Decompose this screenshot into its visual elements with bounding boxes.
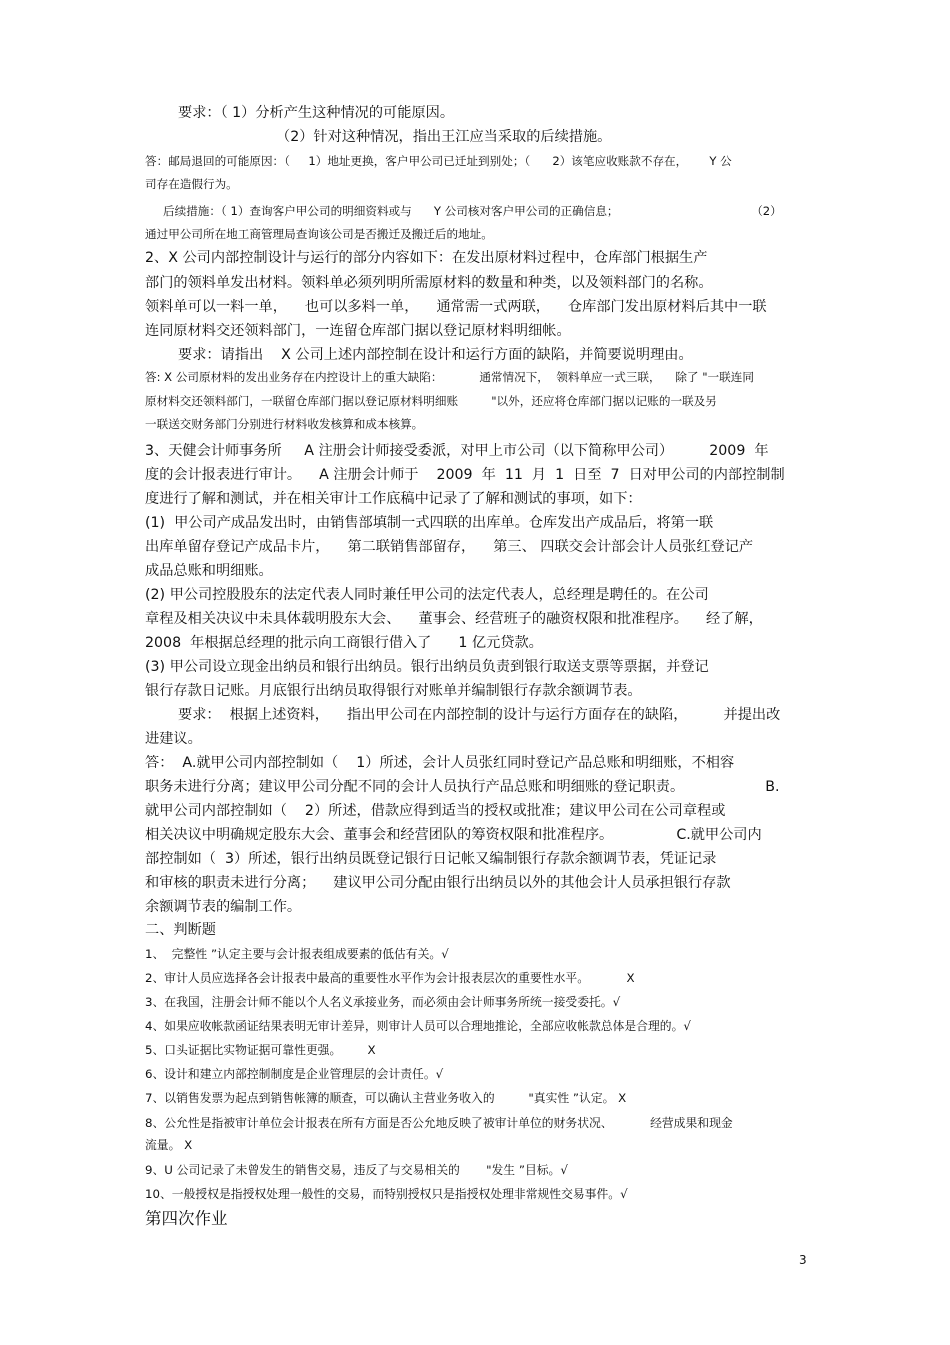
- requirement-line-2: （2）针对这种情况，指出王江应当采取的后续措施。: [276, 129, 612, 145]
- requirement-line: 要求：请指出 X 公司上述内部控制在设计和运行方面的缺陷，并简要说明理由。: [178, 347, 693, 363]
- answer-line: 就甲公司内部控制如（ 2）所述，借款应得到适当的授权或批准；建议甲公司在公司章程或: [145, 803, 726, 819]
- answer-line: 相关决议中明确规定股东大会、董事会和经营团队的筹资权限和批准程序。 C.就甲公司内: [145, 827, 762, 843]
- answer-line: 后续措施：（ 1）查询客户甲公司的明细资料或与 Y 公司核对客户甲公司的正确信息； （2）: [163, 204, 782, 218]
- question-3-line: 3、天健会计师事务所 A 注册会计师接受委派，对甲上市公司（以下简称甲公司） 2009 年: [145, 443, 769, 459]
- judgement-item: 6、设计和建立内部控制制度是企业管理层的会计责任。√: [145, 1067, 444, 1081]
- page-number: 3: [799, 1253, 807, 1267]
- question-2-line: 连同原材料交还领料部门，一连留仓库部门据以登记原材料明细帐。: [145, 323, 571, 339]
- question-2-line: 部门的领料单发出材料。领料单必须列明所需原材料的数量和种类，以及领料部门的名称。: [145, 275, 713, 291]
- answer-line: 原材料交还领料部门，一联留仓库部门据以登记原材料明细账 "以外，还应将仓库部门据以记账的一联及另: [145, 394, 717, 408]
- answer-line: 通过甲公司所在地工商管理局查询该公司是否搬迁及搬迁后的地址。: [145, 227, 493, 241]
- question-3-line: (1) 甲公司产成品发出时，由销售部填制一式四联的出库单。仓库发出产成品后，将第一联: [145, 515, 714, 531]
- question-3-line: 出库单留存登记产成品卡片， 第二联销售部留存， 第三、 四联交会计部会计人员张红登记产: [145, 539, 754, 555]
- judgement-item: 5、口头证据比实物证据可靠性更强。 X: [145, 1043, 376, 1057]
- judgement-item: 9、U 公司记录了未曾发生的销售交易，违反了与交易相关的 "发生 ”目标。√: [145, 1163, 568, 1177]
- answer-line: 部控制如（ 3）所述，银行出纳员既登记银行日记帐又编制银行存款余额调节表，凭证记录: [145, 851, 717, 867]
- question-3-line: 度的会计报表进行审计。 A 注册会计师于 2009 年 11 月 1 日至 7 日对甲公司的内部控制制: [145, 467, 785, 483]
- judgement-item: 1、 完整性 ”认定主要与会计报表组成要素的低估有关。√: [145, 947, 449, 961]
- question-3-line: 章程及相关决议中未具体载明股东大会、 董事会、经营班子的融资权限和批准程序。 经了解，: [145, 611, 763, 627]
- judgement-item: 8、公允性是指被审计单位会计报表在所有方面是否公允地反映了被审计单位的财务状况、 经营成果和现金: [145, 1116, 733, 1130]
- question-2-line: 2、X 公司内部控制设计与运行的部分内容如下：在发出原材料过程中，仓库部门根据生产: [145, 250, 708, 266]
- answer-line: 答：邮局退回的可能原因：（ 1）地址更换，客户甲公司已迁址到别处；（ 2）该笔应收账款不存在， Y 公: [145, 154, 732, 168]
- answer-line: 司存在造假行为。: [145, 177, 238, 191]
- requirement-line: 进建议。: [145, 731, 202, 747]
- question-3-line: (2) 甲公司控股股东的法定代表人同时兼任甲公司的法定代表人，总经理是聘任的。在公司: [145, 587, 709, 603]
- question-3-line: 成品总账和明细账。: [145, 563, 273, 579]
- question-3-line: (3) 甲公司设立现金出纳员和银行出纳员。银行出纳员负责到银行取送支票等票据，并登记: [145, 659, 709, 675]
- answer-line: 答： A.就甲公司内部控制如（ 1）所述，会计人员张红同时登记产品总账和明细账，不相容: [145, 755, 735, 771]
- answer-line: 答: X 公司原材料的发出业务存在内控设计上的重大缺陷： 通常情况下， 领料单应一式三联， 除了 "一联连同: [145, 370, 754, 384]
- answer-line: 职务未进行分离；建议甲公司分配不同的会计人员执行产品总账和明细账的登记职责。 B.: [145, 779, 780, 795]
- judgement-item: 流量。 X: [145, 1138, 193, 1152]
- question-3-line: 度进行了解和测试，并在相关审计工作底稿中记录了了解和测试的事项，如下：: [145, 491, 642, 507]
- judgement-item: 10、一般授权是指授权处理一般性的交易，而特别授权只是指授权处理非常规性交易事件。√: [145, 1187, 628, 1201]
- section-heading: 第四次作业: [145, 1209, 228, 1228]
- answer-line: 一联送交财务部门分别进行材料收发核算和成本核算。: [145, 417, 424, 431]
- judgement-item: 2、审计人员应选择各会计报表中最高的重要性水平作为会计报表层次的重要性水平。 X: [145, 971, 635, 985]
- judgement-item: 3、在我国，注册会计师不能以个人名义承接业务，而必须由会计师事务所统一接受委托。√: [145, 995, 621, 1009]
- requirement-line-1: 要求：（ 1）分析产生这种情况的可能原因。: [178, 105, 455, 121]
- question-3-line: 2008 年根据总经理的批示向工商银行借入了 1 亿元贷款。: [145, 635, 543, 651]
- question-3-line: 银行存款日记账。月底银行出纳员取得银行对账单并编制银行存款余额调节表。: [145, 683, 642, 699]
- requirement-line: 要求： 根据上述资料， 指出甲公司在内部控制的设计与运行方面存在的缺陷， 并提出改: [178, 707, 781, 723]
- question-2-line: 领料单可以一料一单， 也可以多料一单， 通常需一式两联， 仓库部门发出原材料后其中一联: [145, 299, 767, 315]
- answer-line: 余额调节表的编制工作。: [145, 899, 302, 915]
- judgement-item: 7、以销售发票为起点到销售帐簿的顺查，可以确认主营业务收入的 "真实性 ”认定。 X: [145, 1091, 627, 1105]
- section-heading: 二、判断题: [145, 922, 216, 938]
- judgement-item: 4、如果应收帐款函证结果表明无审计差异，则审计人员可以合理地推论，全部应收帐款总体是合理的。√: [145, 1019, 691, 1033]
- answer-line: 和审核的职责未进行分离； 建议甲公司分配由银行出纳员以外的其他会计人员承担银行存款: [145, 875, 731, 891]
